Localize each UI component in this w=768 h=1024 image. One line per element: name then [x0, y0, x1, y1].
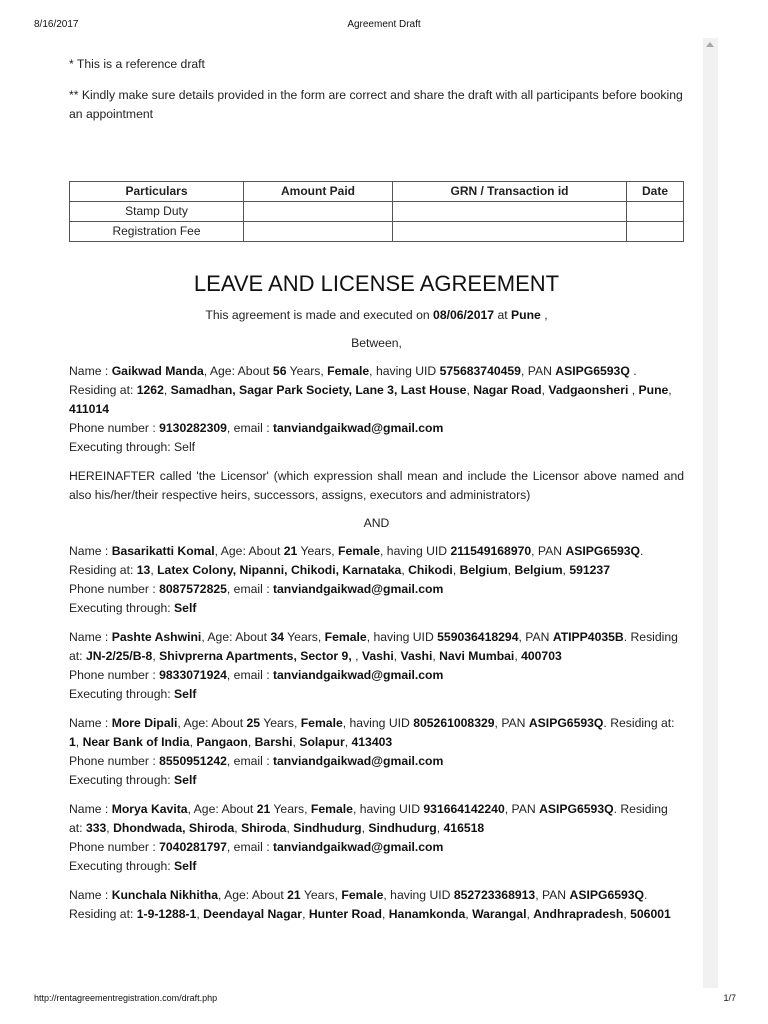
licensee-block: Name : Pashte Ashwini, Age: About 34 Years, Female, having UID 559036418294, PAN ATIPP4035B. Residing at: JN-2/25/B-8, Shivprerna Apartments, Sector 9, , Vashi, Vashi, Navi Mumbai, 400703 Phone number : 9833071924, email : tanviandgaikwad@gmail.com Executing through: Self — [69, 628, 684, 704]
address-part: 1 — [69, 735, 76, 749]
party-uid: 575683740459 — [439, 364, 521, 378]
executing-line — [69, 771, 684, 790]
table-row — [70, 222, 684, 242]
party-age: 34 — [270, 630, 284, 644]
years-label: Years, — [289, 364, 324, 378]
licensee-block: Name : Kunchala Nikhitha, Age: About 21 Years, Female, having UID 852723368913, PAN ASIPG6593Q. Residing at: 1-9-1288-1, Deendayal Nagar, Hunter Road, Hanamkonda, Warangal, Andhrapradesh, 506001 — [69, 888, 671, 921]
print-header — [0, 12, 768, 32]
address-part: Shiroda — [241, 821, 287, 835]
party-pan: ATIPP4035B — [552, 630, 624, 644]
age-label: , Age: About — [203, 364, 270, 378]
email-label: , email : — [226, 754, 270, 768]
address-part: Belgium — [459, 563, 508, 577]
address-part: Hanamkonda — [388, 907, 466, 921]
party-name: Morya Kavita — [111, 802, 188, 816]
address-part: Belgium — [514, 563, 563, 577]
email-label: , email : — [226, 668, 270, 682]
age-label: , Age: About — [214, 544, 281, 558]
residing-label: Residing at: — [69, 630, 678, 663]
residing-label: Residing at: — [610, 716, 675, 730]
phone-line — [69, 752, 684, 771]
payments-table — [69, 181, 684, 242]
phone-line — [69, 580, 684, 599]
page-url: http://rentagreementregistration.com/draft.php — [34, 993, 218, 1003]
address-part: Hunter Road — [308, 907, 382, 921]
address-part: 416518 — [443, 821, 485, 835]
name-label: Name : — [69, 364, 109, 378]
party-pan: ASIPG6593Q — [565, 544, 641, 558]
party-name: More Dipali — [111, 716, 178, 730]
years-label: Years, — [273, 802, 308, 816]
party-phone: 9833071924 — [159, 668, 227, 682]
reference-note: * This is a reference draft — [69, 57, 205, 71]
table-cell — [627, 222, 684, 242]
table-cell: Stamp Duty — [70, 202, 244, 222]
party-email: tanviandgaikwad@gmail.com — [272, 840, 444, 854]
party-gender: Female — [341, 888, 384, 902]
name-label: Name : — [69, 544, 109, 558]
address-part: Sindhudurg — [368, 821, 437, 835]
party-uid: 211549168970 — [450, 544, 532, 558]
agreement-made-line — [69, 306, 684, 325]
executing-value: Self — [174, 859, 197, 873]
table-cell — [627, 202, 684, 222]
executing-value: Self — [174, 440, 196, 454]
age-label: , Age: About — [177, 716, 244, 730]
hereinafter-paragraph: HEREINAFTER called 'the Licensor' (which expression shall mean and include the Licensor above named and also his/her/their respective heirs, successors, assigns, executors and administrators) — [69, 469, 684, 502]
table-cell — [393, 222, 627, 242]
executing-label: Executing through: — [69, 440, 171, 454]
phone-label: Phone number : — [69, 840, 156, 854]
column-header: Date — [627, 182, 684, 202]
residing-label: Residing at: — [69, 907, 134, 921]
uid-label: , having UID — [366, 630, 434, 644]
uid-label: , having UID — [369, 364, 437, 378]
name-label: Name : — [69, 802, 109, 816]
address-part: Latex Colony, Nipanni, Chikodi, Karnataka — [157, 563, 402, 577]
phone-label: Phone number : — [69, 668, 156, 682]
party-pan: ASIPG6593Q — [555, 364, 630, 378]
address-part: JN-2/25/B-8 — [85, 649, 153, 663]
uid-label: , having UID — [380, 544, 448, 558]
licensee-block: Name : More Dipali, Age: About 25 Years, Female, having UID 805261008329, PAN ASIPG6593Q. Residing at: 1, Near Bank of India, Pangaon, Barshi, Solapur, 413403 Phone number : 8550951242, email : tanviandgaikwad@gmail.com Executing through: Self — [69, 714, 684, 790]
uid-label: , having UID — [383, 888, 451, 902]
table-header-row — [70, 182, 684, 202]
phone-label: Phone number : — [69, 754, 156, 768]
phone-label: Phone number : — [69, 582, 156, 596]
executing-line — [69, 685, 684, 704]
kindly-note: ** Kindly make sure details provided in the form are correct and share the draft with all participants before booking an appointment — [69, 88, 683, 121]
address-part: Pangaon — [196, 735, 248, 749]
party-name: Basarikatti Komal — [111, 544, 215, 558]
address-part: 1-9-1288-1 — [136, 907, 197, 921]
address-part: 506001 — [630, 907, 671, 921]
age-label: , Age: About — [187, 802, 254, 816]
executing-label: Executing through: — [69, 687, 171, 701]
executing-line — [69, 599, 684, 618]
party-gender: Female — [310, 802, 353, 816]
address-part: Samadhan, Sagar Park Society, Lane 3, Last House — [170, 383, 467, 397]
pan-label: , PAN — [520, 364, 552, 378]
column-header: GRN / Transaction id — [393, 182, 627, 202]
pan-label: , PAN — [504, 802, 536, 816]
document-body — [69, 55, 684, 934]
print-footer — [0, 990, 768, 1010]
address-part: Pune — [638, 383, 669, 397]
address-part: 13 — [136, 563, 151, 577]
phone-line — [69, 666, 684, 685]
and-label: AND — [363, 516, 390, 530]
party-email: tanviandgaikwad@gmail.com — [272, 754, 444, 768]
years-label: Years, — [300, 544, 335, 558]
table-cell — [244, 222, 393, 242]
agreement-date: 08/06/2017 — [433, 308, 495, 322]
phone-line — [69, 419, 684, 438]
vertical-scrollbar[interactable] — [703, 38, 718, 988]
address-part: 400703 — [521, 649, 562, 663]
age-label: , Age: About — [218, 888, 284, 902]
party-age: 21 — [287, 888, 301, 902]
party-uid: 852723368913 — [453, 888, 536, 902]
email-label: , email : — [226, 582, 270, 596]
executing-line — [69, 438, 684, 457]
name-label: Name : — [69, 716, 109, 730]
scroll-up-arrow-icon[interactable] — [706, 42, 714, 47]
party-phone: 8550951242 — [159, 754, 227, 768]
name-label: Name : — [69, 888, 109, 902]
address-part: Navi Mumbai — [439, 649, 515, 663]
pan-label: , PAN — [494, 716, 526, 730]
executing-label: Executing through: — [69, 601, 171, 615]
pan-label: , PAN — [535, 888, 567, 902]
party-age: 21 — [283, 544, 298, 558]
party-age: 21 — [256, 802, 271, 816]
print-date: 8/16/2017 — [34, 19, 79, 30]
party-name: Gaikwad Manda — [111, 364, 204, 378]
residing-label: Residing at: — [69, 383, 134, 397]
party-phone: 9130282309 — [159, 421, 227, 435]
age-label: , Age: About — [201, 630, 268, 644]
table-cell — [244, 202, 393, 222]
at-word: at — [497, 308, 508, 322]
executing-line — [69, 857, 684, 876]
address-part: Vadgaonsheri — [548, 383, 629, 397]
column-header: Amount Paid — [244, 182, 393, 202]
party-pan: ASIPG6593Q — [539, 802, 614, 816]
address-part: Solapur — [299, 735, 345, 749]
executing-value: Self — [174, 773, 197, 787]
address-part: Near Bank of India — [82, 735, 190, 749]
table-cell — [393, 202, 627, 222]
email-label: , email : — [226, 421, 270, 435]
party-name: Pashte Ashwini — [111, 630, 202, 644]
licensee-block: Name : Basarikatti Komal, Age: About 21 Years, Female, having UID 211549168970, PAN ASIPG6593Q. Residing at: 13, Latex Colony, Nipanni, Chikodi, Karnataka, Chikodi, Belgium, Belgium, 591237 Phone number : 8087572825, email : tanviandgaikwad@gmail.com Executing through: Self — [69, 542, 684, 618]
pan-label: , PAN — [518, 630, 550, 644]
address-part: Chikodi — [408, 563, 453, 577]
made-suffix: , — [544, 308, 548, 322]
between-label: Between, — [351, 336, 402, 350]
phone-line — [69, 838, 684, 857]
address-part: Dhondwada, Shiroda — [113, 821, 235, 835]
phone-label: Phone number : — [69, 421, 156, 435]
table-row — [70, 202, 684, 222]
address-part: Barshi — [254, 735, 293, 749]
address-part: Vashi — [400, 649, 433, 663]
address-part: Nagar Road — [473, 383, 542, 397]
licensee-block: Name : Morya Kavita, Age: About 21 Years, Female, having UID 931664142240, PAN ASIPG6593Q. Residing at: 333, Dhondwada, Shiroda, Shiroda, Sindhudurg, Sindhudurg, 416518 Phone number : 7040281797, email : tanviandgaikwad@gmail.com Executing through: Self — [69, 800, 684, 876]
party-uid: 931664142240 — [423, 802, 505, 816]
table-cell: Registration Fee — [70, 222, 244, 242]
executing-value: Self — [174, 687, 197, 701]
years-label: Years, — [287, 630, 322, 644]
executing-label: Executing through: — [69, 859, 171, 873]
address-part: Deendayal Nagar — [203, 907, 303, 921]
made-prefix: This agreement is made and executed on — [205, 308, 430, 322]
agreement-title: LEAVE AND LICENSE AGREEMENT — [193, 271, 560, 296]
address-part: Shivprerna Apartments, Sector 9, — [159, 649, 352, 663]
party-email: tanviandgaikwad@gmail.com — [272, 668, 444, 682]
address-part: Vashi — [361, 649, 394, 663]
executing-value: Self — [174, 601, 197, 615]
residing-label: Residing at: — [69, 802, 668, 835]
address-part: 1262 — [136, 383, 164, 397]
party-email: tanviandgaikwad@gmail.com — [272, 582, 444, 596]
party-gender: Female — [300, 716, 343, 730]
address-part: 333 — [85, 821, 107, 835]
party-gender: Female — [338, 544, 381, 558]
address-part: Warangal — [472, 907, 527, 921]
party-name: Kunchala Nikhitha — [111, 888, 219, 902]
party-age: 25 — [246, 716, 261, 730]
pan-label: , PAN — [531, 544, 563, 558]
party-phone: 7040281797 — [159, 840, 227, 854]
page-number: 1/7 — [723, 993, 736, 1003]
party-phone: 8087572825 — [159, 582, 227, 596]
column-header: Particulars — [70, 182, 244, 202]
address-part: 591237 — [569, 563, 610, 577]
party-gender: Female — [324, 630, 367, 644]
name-label: Name : — [69, 630, 109, 644]
party-pan: ASIPG6593Q — [569, 888, 645, 902]
address-part: Andhrapradesh — [533, 907, 624, 921]
years-label: Years, — [303, 888, 338, 902]
licensor-block: Name : Gaikwad Manda, Age: About 56 Years, Female, having UID 575683740459, PAN ASIPG6593Q . Residing at: 1262, Samadhan, Sagar Park Society, Lane 3, Last House, Nagar Road, Vadgaonsheri , Pune, 411014 Phone number : 9130282309, email : tanviandgaikwad@gmail.com Executing through: Self — [69, 362, 684, 457]
party-email: tanviandgaikwad@gmail.com — [272, 421, 444, 435]
email-label: , email : — [226, 840, 270, 854]
agreement-city: Pune — [511, 308, 541, 322]
uid-label: , having UID — [342, 716, 410, 730]
address-part: 413403 — [351, 735, 393, 749]
party-age: 56 — [272, 364, 287, 378]
uid-label: , having UID — [352, 802, 420, 816]
party-gender: Female — [327, 364, 370, 378]
party-uid: 559036418294 — [437, 630, 519, 644]
residing-label: Residing at: — [69, 563, 134, 577]
address-part: 411014 — [69, 402, 109, 416]
executing-label: Executing through: — [69, 773, 171, 787]
address-part: Sindhudurg — [293, 821, 362, 835]
years-label: Years, — [263, 716, 298, 730]
party-pan: ASIPG6593Q — [528, 716, 604, 730]
print-title: Agreement Draft — [347, 19, 421, 30]
party-uid: 805261008329 — [413, 716, 495, 730]
